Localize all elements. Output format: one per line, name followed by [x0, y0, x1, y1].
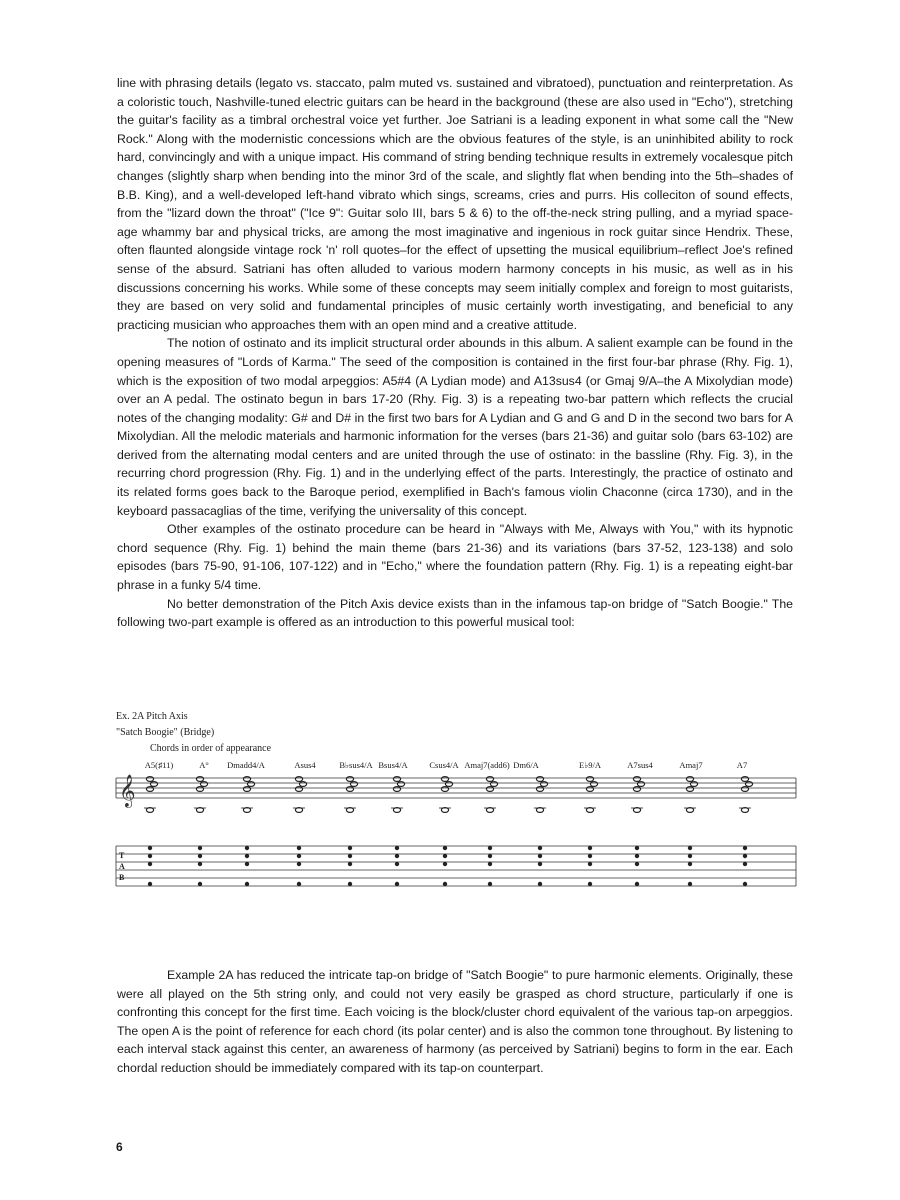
chord-label: Dmadd4/A	[227, 760, 265, 770]
paragraph-5: Example 2A has reduced the intricate tap-on bridge of "Satch Boogie" to pure harmonic elements. Originally, these were all played on the 5th string only, and could not very easily be grasped as chord structure, particularly if one is confronting this concept for the first time. Each voicing is the block/cluster chord equivalent of the various tap-on arpeggios. The open A is the point of reference for each chord (its polar center) and is also the common tone throughout. By listening to each interval stack against this center, an awareness of harmony (as perceived by Satriani) begins to form in the ear. Each chordal reduction should be immediately compared with its tap-on counterpart.	[117, 968, 793, 1075]
body-text-top	[117, 74, 793, 632]
paragraph-3: Other examples of the ostinato procedure can be heard in "Always with Me, Always with You," with its hypnotic chord sequence (Rhy. Fig. 1) behind the main theme (bars 21-36) and its variations (bars 37-52, 123-138) and solo episodes (bars 75-90, 91-106, 107-122) and in "Echo," where the foundation pattern (Rhy. Fig. 1) is a repeating eight-bar phrase in a funky 5/4 time.	[117, 522, 793, 593]
tab-letter-t: T	[119, 851, 125, 860]
example-caption: Chords in order of appearance	[150, 743, 272, 754]
chord-notes	[439, 777, 453, 887]
tab-letter-b: B	[119, 873, 125, 882]
body-text-bottom	[117, 966, 793, 1078]
chord-label: Csus4/A	[429, 760, 459, 770]
chord-label: E♭9/A	[579, 760, 601, 770]
example-title: Ex. 2A Pitch Axis	[116, 711, 188, 722]
tab-letter-a: A	[119, 862, 125, 871]
chord-notes	[631, 777, 645, 887]
music-staff	[116, 778, 796, 798]
paragraph-1: line with phrasing details (legato vs. staccato, palm muted vs. sustained and vibratoed), punctuation and reinterpretation. As a coloristic touch, Nashville-tuned electric guitars can be heard in the background (these are also used in "Echo"), stretching the guitar's facility as a timbral orchestral voice yet further. Joe Satriani is a leading exponent in what some call the "New Rock." Along with the modernistic concessions which are the obvious features of the style, is an uninhibited ability to rock hard, convincingly and with a unique impact. His command of string bending technique results in extremely vocalesque pitch changes (slightly sharp when bending into the minor 3rd of the scale, and slightly flat when bending into the 5th–shades of B.B. King), and a well-developed left-hand vibrato which sings, screams, cries and purrs. His colleciton of sound effects, from the "lizard down the throat" ("Ice 9": Guitar solo III, bars 5 & 6) to the off-the-neck string pulling, and a myriad space-age whammy bar and physical tricks, are among the most imaginative and ingenious in rock guitar since Hendrix. These, often flaunted alongside vintage rock 'n' roll quotes–for the effect of upsetting the musical equilibrium–reflect Joe's refined sense of the absurd. Satriani has often alluded to various modern harmony concepts in his music, as well as in his discussions concerning his works. While some of these concepts may seem initially complex and foreign to most guitarists, they are based on very solid and fundamental principles of music certainly worth investigating, and beneficial to any practicing musician who approaches them with an open mind and a creative attitude.	[117, 76, 793, 332]
tab-staff	[116, 846, 796, 886]
chord-notes	[739, 777, 753, 887]
chord-notes	[584, 777, 598, 887]
chord-label: A°	[199, 760, 209, 770]
chord-label: A7	[736, 760, 748, 770]
treble-clef-icon: 𝄞	[119, 776, 136, 807]
chord-notes	[684, 777, 698, 887]
page-number: 6	[116, 1140, 123, 1154]
chord-label: Asus4	[294, 760, 316, 770]
chord-notes	[194, 777, 208, 887]
chord-label: Amaj7(add6)	[464, 760, 510, 770]
chord-notes	[293, 777, 307, 887]
chord-label: Dm6/A	[513, 760, 539, 770]
chord-notes	[344, 777, 358, 887]
chord-notes	[391, 777, 405, 887]
chord-notes	[144, 777, 158, 887]
chord-label: Amaj7	[679, 760, 703, 770]
chord-label: A5(♯11)	[144, 760, 174, 770]
chord-label: B♭sus4/A	[339, 760, 373, 770]
paragraph-4: No better demonstration of the Pitch Axis device exists than in the infamous tap-on bridge of "Satch Boogie." The following two-part example is offered as an introduction to this powerful musical tool:	[117, 596, 793, 630]
chord-label: Bsus4/A	[378, 760, 408, 770]
chord-notes	[241, 777, 255, 887]
paragraph-2: The notion of ostinato and its implicit structural order abounds in this album. A salient example can be found in the opening measures of "Lords of Karma." The seed of the composition is contained in the first four-bar phrase (Rhy. Fig. 1), which is the exposition of two modal arpeggios: A5#4 (A Lydian mode) and A13sus4 (or Gmaj 9/A–the A Mixolydian mode) over an A pedal. The ostinato begun in bars 17-20 (Rhy. Fig. 3) is a repeating two-bar pattern which reflects the crucial notes of the changing modality: G# and D# in the first two bars for A Lydian and G and G and D in the second two bars for A Mixolydian. All the melodic materials and harmonic information for the verses (bars 21-36) and guitar solo (bars 63-102) are derived from the alternating modal centers and are united through the use of ostinato: in the bassline (Rhy. Fig. 3), in the recurring chord progression (Rhy. Fig. 1) and in the underlying effect of the parts. Interestingly, the practice of ostinato and its related forms goes back to the Baroque period, exemplified in Bach's famous violin Chaconne (circa 1730), and in the keyboard passacaglias of the time, verifying the universality of this concept.	[117, 336, 793, 518]
example-song: "Satch Boogie" (Bridge)	[116, 727, 215, 738]
chord-notes	[484, 777, 498, 887]
chord-label: A7sus4	[627, 760, 653, 770]
chord-marks	[144, 777, 753, 887]
chord-notes	[534, 777, 548, 887]
